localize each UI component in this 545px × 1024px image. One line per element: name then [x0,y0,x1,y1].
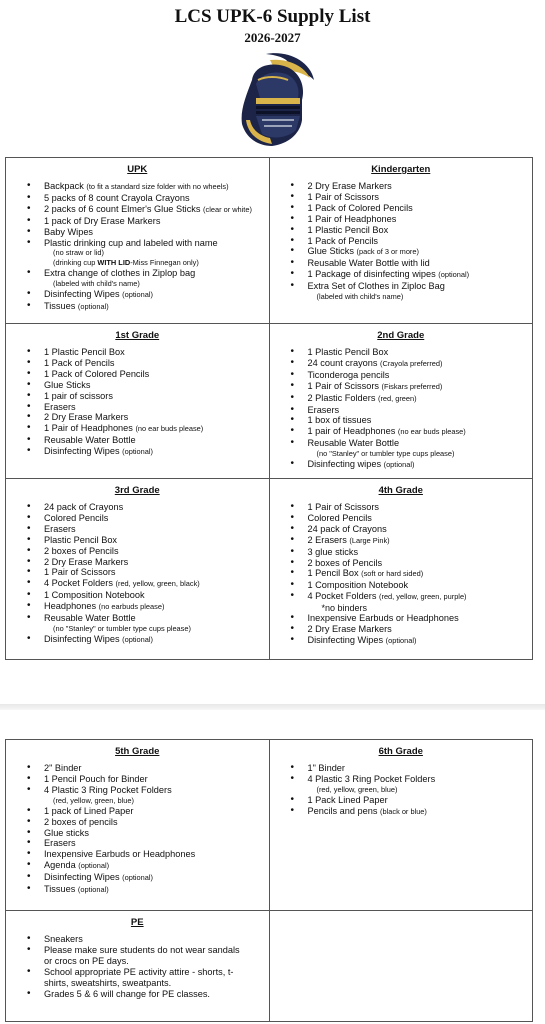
list-item: • Reusable Water Bottle (no "Stanley" or tumbler type cups please) [276,438,527,459]
list-item: • Ticonderoga pencils [276,370,527,381]
grade3-cell [6,479,270,660]
grade4-list [276,502,527,647]
list-item: • 4 Pocket Folders (red, yellow, green, black) [12,578,263,590]
list-item: • 1 Pencil Pouch for Binder [12,774,263,785]
list-item: • 4 Plastic 3 Ring Pocket Folders (red, yellow, green, blue) [12,785,263,806]
grade6-heading: 6th Grade [378,746,423,757]
list-item: • 1 Pair of Scissors [276,192,527,203]
grade3-list [12,502,263,646]
list-item: • 2 boxes of Pencils [276,558,527,569]
grade2-cell [269,324,533,479]
list-item: • Disinfecting Wipes (optional) [12,446,263,458]
empty-cell [269,911,533,1022]
list-item: • Colored Pencils [276,513,527,524]
list-item: • Erasers [12,402,263,413]
pe-cell [6,911,270,1022]
list-item: • 1 Pencil Box (soft or hard sided) [276,568,527,580]
list-item: • Disinfecting wipes (optional) [276,459,527,471]
list-item: • 4 Pocket Folders (red, yellow, green, purple) *no binders [276,591,527,613]
list-item: • Erasers [276,405,527,416]
pe-list [12,934,263,999]
list-item: • Agenda (optional) [12,860,263,872]
list-item: • 1 Pair of Scissors (Fiskars preferred) [276,381,527,393]
list-item: • 2 Dry Erase Markers [276,624,527,635]
list-item: • 24 pack of Crayons [276,524,527,535]
list-item: • Glue sticks [12,828,263,839]
list-item: • 1 Pair of Headphones [276,214,527,225]
list-item: • 1 Pack of Colored Pencils [12,369,263,380]
list-item: • Erasers [12,838,263,849]
list-item: • 24 pack of Crayons [12,502,263,513]
upk-heading: UPK [127,164,148,175]
list-item: • 2 Erasers (Large Pink) [276,535,527,547]
list-item: • Baby Wipes [12,227,263,238]
grade6-list [276,763,527,818]
list-item: • 1 Pair of Scissors [276,502,527,513]
list-item: • Backpack (to fit a standard size folder with no wheels) [12,181,263,193]
list-item: • 1 Plastic Pencil Box [276,347,527,358]
upk-list [12,181,263,313]
list-item: • 1 Pack of Pencils [12,358,263,369]
grade4-cell [269,479,533,660]
list-item: • 2 boxes of pencils [12,817,263,828]
list-item: • Extra Set of Clothes in Ziploc Bag (labeled with child's name) [276,281,527,302]
list-item: • 2 Dry Erase Markers [12,557,263,568]
list-item: • Reusable Water Bottle [12,435,263,446]
list-item: • Colored Pencils [12,513,263,524]
kindergarten-list [276,181,527,302]
grade3-heading: 3rd Grade [114,485,160,496]
kindergarten-heading: Kindergarten [371,164,431,175]
grade1-list [12,347,263,458]
list-item: • 1 Composition Notebook [12,590,263,601]
list-item: • 1 box of tissues [276,415,527,426]
grade5-heading: 5th Grade [115,746,160,757]
list-item: • 5 packs of 8 count Crayola Crayons [12,193,263,204]
supply-table-upper [5,157,533,660]
list-item: • 24 count crayons (Crayola preferred) [276,358,527,370]
list-item: • 1 Plastic Pencil Box [276,225,527,236]
list-item: • Erasers [12,524,263,535]
list-item: • Headphones (no earbuds please) [12,601,263,613]
list-item: • Disinfecting Wipes (optional) [12,872,263,884]
list-item: • Reusable Water Bottle (no "Stanley" or tumbler type cups please) [12,613,263,634]
list-item: • Glue Sticks (pack of 3 or more) [276,246,527,258]
supply-table-lower [5,739,533,1022]
list-item: • Extra change of clothes in Ziplop bag (labeled with child's name) [12,268,263,289]
list-item: • 1 pair of scissors [12,391,263,402]
list-item: • School appropriate PE activity attire - shorts, t-shirts, sweatshirts, sweatpants. [12,967,263,989]
school-year: 2026-2027 [244,30,301,45]
list-item: • 1 Pair of Scissors [12,567,263,578]
grade6-cell [269,740,533,911]
list-item: • 1 Pair of Headphones (no ear buds please) [12,423,263,435]
list-item: • Sneakers [12,934,263,945]
upk-cell [6,158,270,324]
list-item: • 2 Dry Erase Markers [276,181,527,192]
list-item: • Disinfecting Wipes (optional) [276,635,527,647]
list-item: • Inexpensive Earbuds or Headphones [12,849,263,860]
document-title: LCS UPK-6 Supply List [174,6,371,27]
list-item: • Plastic drinking cup and labeled with name (no straw or lid) (drinking cup WITH LID-Miss Finnegan only) [12,238,263,269]
grade1-cell [6,324,270,479]
page-break [0,704,545,710]
list-item: • Pencils and pens (black or blue) [276,806,527,818]
list-item: • 1 Composition Notebook [276,580,527,591]
list-item: • 1 pair of Headphones (no ear buds please) [276,426,527,438]
list-item: • Please make sure students do not wear sandals or crocs on PE days. [12,945,263,967]
list-item: • 1" Binder [276,763,527,774]
list-item: • Plastic Pencil Box [12,535,263,546]
list-item: • Reusable Water Bottle with lid [276,258,527,269]
list-item: • 1 Plastic Pencil Box [12,347,263,358]
list-item: • Tissues (optional) [12,884,263,896]
list-item: • Glue Sticks [12,380,263,391]
list-item: • 4 Plastic 3 Ring Pocket Folders (red, yellow, green, blue) [276,774,527,795]
list-item: • 1 Pack Lined Paper [276,795,527,806]
grade5-list [12,763,263,896]
list-item: • Tissues (optional) [12,301,263,313]
list-item: • 1 Pack of Pencils [276,236,527,247]
list-item: • Disinfecting Wipes (optional) [12,634,263,646]
list-item: • 2 boxes of Pencils [12,546,263,557]
list-item: • 1 Pack of Colored Pencils [276,203,527,214]
list-item: • 1 pack of Dry Erase Markers [12,216,263,227]
list-item: • 1 Package of disinfecting wipes (optional) [276,269,527,281]
list-item: • Disinfecting Wipes (optional) [12,289,263,301]
list-item: • 2 packs of 6 count Elmer's Glue Sticks (clear or white) [12,204,263,216]
grade2-list [276,347,527,471]
list-item: • 2" Binder [12,763,263,774]
grade5-cell [6,740,270,911]
pe-heading: PE [130,917,144,928]
list-item: • Grades 5 & 6 will change for PE classes. [12,989,263,1000]
knight-helmet-icon [236,50,316,148]
kindergarten-cell [269,158,533,324]
list-item: • 2 Dry Erase Markers [12,412,263,423]
list-item: • 1 pack of Lined Paper [12,806,263,817]
list-item: • Inexpensive Earbuds or Headphones [276,613,527,624]
list-item: • 3 glue sticks [276,547,527,558]
grade1-heading: 1st Grade [115,330,160,341]
grade4-heading: 4th Grade [378,485,423,496]
grade2-heading: 2nd Grade [377,330,425,341]
list-item: • 2 Plastic Folders (red, green) [276,393,527,405]
